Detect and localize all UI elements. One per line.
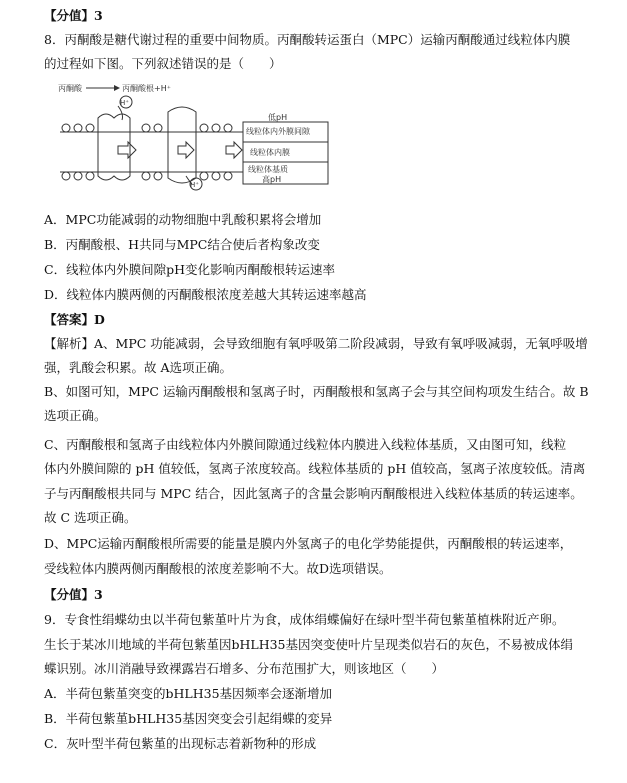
fig-label-matrix: 线粒体基质 — [248, 165, 288, 174]
fig-label-low-ph: 低pH — [268, 113, 288, 122]
q8-option-b: B．丙酮酸根、H共同与MPC结合使后者构象改变 — [44, 237, 320, 252]
q9-stem-line2: 生长于某冰川地域的半荷包紫堇因bHLH35基因突变使叶片呈现类似岩石的灰色，不易被成体绢 — [44, 637, 574, 652]
fig-label-ims: 线粒体内外膜间隙 — [246, 127, 310, 136]
q8-analysis-line1: 【解析】A、MPC 功能减弱，会导致细胞有氧呼吸第二阶段减弱，导致有氧呼吸减弱，无氧呼吸增 — [44, 336, 588, 351]
q8-answer: 【答案】D — [44, 312, 105, 327]
fig-label-h-top: H⁺ — [120, 99, 129, 107]
q9-stem-line3: 蝶识别。冰川消融导致裸露岩石增多、分布范围扩大，则该地区（ ） — [44, 661, 445, 676]
lipid-heads-top — [62, 124, 232, 132]
q8-analysis-line8: 故 C 选项正确。 — [44, 510, 137, 525]
q8-option-d: D．线粒体内膜两侧的丙酮酸根浓度差越大其转运速率越高 — [44, 287, 367, 302]
q8-analysis-line9: D、MPC运输丙酮酸根所需要的能量是膜内外氢离子的电化学势能提供，丙酮酸根的转运速率， — [44, 536, 573, 551]
fig-label-inner-membrane: 线粒体内膜 — [250, 148, 290, 157]
q8-analysis-line7: 子与丙酮酸根共同与 MPC 结合，因此氢离子的含量会影响丙酮酸根进入线粒体基质的转运速率。 — [44, 486, 583, 501]
q8-analysis-line2: 强，乳酸会积累。故 A选项正确。 — [44, 360, 233, 375]
fig-label-pyruvate-product: 丙酮酸根+H⁺ — [122, 84, 171, 93]
q8-option-c: C．线粒体内外膜间隙pH变化影响丙酮酸根转运速率 — [44, 262, 335, 277]
mpc-transport-figure — [58, 76, 336, 194]
q7-score: 【分值】3 — [44, 8, 103, 23]
mpc-transporter-1 — [98, 114, 130, 180]
q8-analysis-line10: 受线粒体内膜两侧丙酮酸根的浓度差影响不大。故D选项错误。 — [44, 561, 392, 576]
q8-analysis-line4: 选项正确。 — [44, 408, 107, 423]
fig-label-pyruvate: 丙酮酸 — [58, 84, 82, 93]
q8-stem-line1: 8．丙酮酸是糖代谢过程的重要中间物质。丙酮酸转运蛋白（MPC）运输丙酮酸通过线粒体内膜 — [44, 32, 571, 47]
fig-label-h-bottom: H⁺ — [190, 181, 199, 189]
lipid-heads-bottom — [62, 172, 232, 180]
q8-analysis-line5: C、丙酮酸根和氢离子由线粒体内外膜间隙通过线粒体内膜进入线粒体基质，又由图可知，线粒 — [44, 437, 567, 452]
q8-stem-line2: 的过程如下图。下列叙述错误的是（ ） — [44, 56, 282, 71]
q9-option-b: B．半荷包紫堇bHLH35基因突变会引起绢蝶的変异 — [44, 711, 333, 726]
q9-stem-line1: 9．专食性绢蝶幼虫以半荷包紫堇叶片为食，成体绢蝶偏好在绿叶型半荷包紫堇植株附近产卵。 — [44, 612, 565, 627]
fig-label-high-ph: 高pH — [262, 175, 282, 184]
q8-analysis-line3: B、如图可知，MPC 运输丙酮酸根和氢离子时，丙酮酸根和氢离子会与其空间构项发生结合。故 B — [44, 384, 589, 399]
q9-option-c: C．灰叶型半荷包紫堇的出现标志着新物种的形成 — [44, 736, 317, 751]
q8-score: 【分值】3 — [44, 587, 103, 602]
q8-option-a: A．MPC功能减弱的动物细胞中乳酸积累将会增加 — [44, 212, 322, 227]
q8-analysis-line6: 体内外膜间隙的 pH 值较低，氢离子浓度较高。线粒体基质的 pH 值较高，氢离子浓度较低。清离 — [44, 461, 586, 476]
q9-option-a: A．半荷包紫堇突变的bHLH35基因频率会逐渐增加 — [44, 686, 333, 701]
